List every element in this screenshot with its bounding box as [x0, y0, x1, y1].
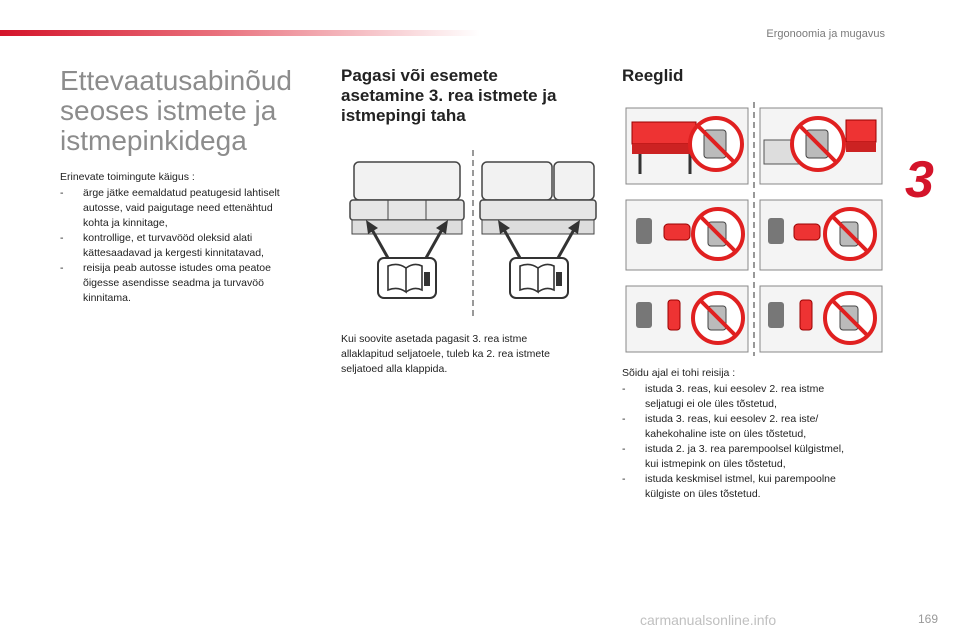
page-title: [60, 66, 320, 156]
title-line: istmepinkidega: [60, 125, 247, 156]
rule-panel: [760, 108, 882, 184]
header-accent-bar: [0, 30, 480, 36]
prohibited-sign-icon: [792, 118, 844, 170]
rule-panel: [626, 200, 748, 270]
col3-list: [622, 382, 902, 502]
rule-panel: [626, 108, 748, 184]
section-header: Ergonoomia ja mugavus: [766, 28, 885, 40]
list-item: - istuda 2. ja 3. rea parempoolsel külgistmel, kui istmepink on üles tõstetud,: [622, 443, 845, 470]
rule-panel: [760, 200, 882, 270]
list-item: - ärge jätke eemaldatud peatugesid lahtiselt autosse, vaid paigutage need ettenähtud kohta ja kinnitage,: [60, 187, 280, 229]
manual-book-icon: [378, 258, 436, 298]
prohibited-sign-icon: [825, 293, 875, 343]
col1-list: [60, 186, 330, 306]
chapter-number: 3: [905, 151, 934, 209]
col2-title: Pagasi või esemete asetamine 3. rea istmete ja istmepingi taha: [341, 66, 557, 125]
col1-intro: Erinevate toimingute käigus :: [60, 171, 195, 183]
list-item: - istuda 3. reas, kui eesolev 2. rea iste/ kahekohaline iste on üles tõstetud,: [622, 413, 819, 440]
col3-intro: Sõidu ajal ei tohi reisija :: [622, 367, 736, 379]
list-item: - kontrollige, et turvavööd oleksid alati kättesaadavad ja kergesti kinnitatavad,: [60, 232, 264, 259]
page-number: 169: [917, 612, 938, 626]
title-line: Ettevaatusabinõud: [60, 65, 292, 96]
rule-panel: [626, 286, 748, 352]
prohibited-sign-icon: [693, 209, 743, 259]
manual-book-icon: [510, 258, 568, 298]
list-item: - reisija peab autosse istudes oma peatoe õigesse asendisse seadma ja turvavöö kinnitama.: [60, 262, 271, 304]
col2-paragraph: Kui soovite asetada pagasit 3. rea istme allaklapitud seljatoele, tuleb ka 2. rea istmete seljatoed alla klappida.: [341, 333, 550, 375]
title-line: seoses istmete ja: [60, 95, 277, 126]
watermark: carmanualsonline.info: [640, 612, 777, 628]
luggage-illustration: [340, 150, 610, 320]
rules-illustration: [622, 100, 886, 358]
col3-title: Reeglid: [622, 66, 684, 85]
prohibited-sign-icon: [825, 209, 875, 259]
rule-panel: [760, 286, 882, 352]
prohibited-sign-icon: [690, 118, 742, 170]
list-item: - istuda 3. reas, kui eesolev 2. rea istme seljatugi ei ole üles tõstetud,: [622, 383, 825, 410]
list-item: - istuda keskmisel istmel, kui parempoolne külgiste on üles tõstetud.: [622, 473, 836, 500]
prohibited-sign-icon: [693, 293, 743, 343]
